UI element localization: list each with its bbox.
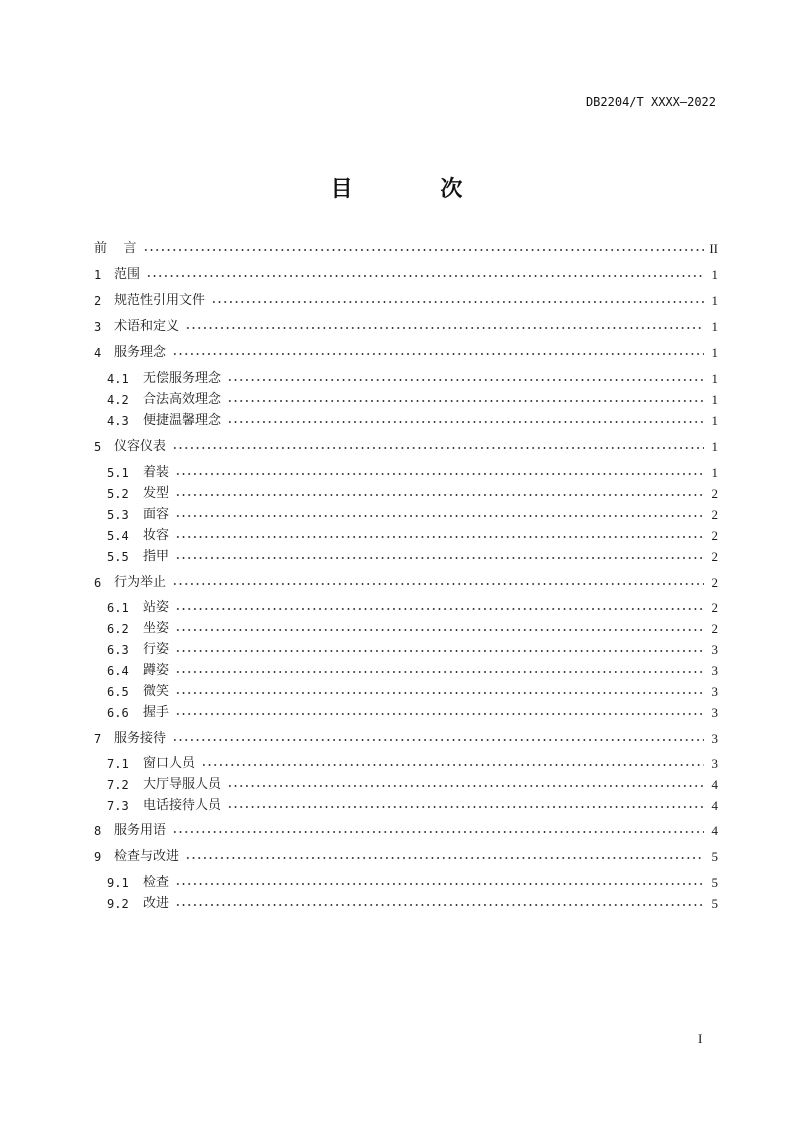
toc-entry-page: 1 — [711, 267, 718, 282]
toc-dot-leader — [227, 417, 704, 427]
toc-entry-page: 4 — [711, 777, 718, 792]
toc-subentry[interactable] — [107, 464, 718, 482]
toc-entry-label: 行为举止 — [114, 575, 167, 590]
toc-entry-label: 面容 — [143, 507, 170, 522]
toc-entry-label: 无偿服务理念 — [143, 371, 222, 386]
toc-entry-number: 6 — [94, 576, 102, 590]
toc-entry[interactable] — [94, 292, 718, 310]
toc-subentry[interactable] — [107, 704, 718, 722]
toc-entry-number: 6.2 — [107, 622, 129, 636]
toc-dot-leader — [227, 802, 704, 812]
toc-entry-page: 5 — [711, 849, 718, 864]
toc-entry-page: 1 — [711, 319, 718, 334]
toc-dot-leader — [146, 271, 704, 281]
toc-entry-number: 2 — [94, 294, 102, 308]
toc-entry-page: 3 — [711, 731, 718, 746]
toc-subentry[interactable] — [107, 370, 718, 388]
toc-dot-leader — [175, 646, 704, 656]
toc-entry-page: 1 — [711, 345, 718, 360]
toc-entry-page: 4 — [711, 823, 718, 838]
toc-dot-leader — [172, 579, 704, 589]
toc-entry-page: 2 — [711, 600, 718, 615]
toc-entry-page: 5 — [711, 875, 718, 890]
toc-entry-label: 前 言 — [94, 241, 137, 256]
toc-subentry[interactable] — [107, 683, 718, 701]
toc-dot-leader — [175, 469, 704, 479]
toc-entry-number: 3 — [94, 320, 102, 334]
toc-entry-number: 9.2 — [107, 897, 129, 911]
toc-dot-leader — [143, 245, 704, 255]
toc-subentry[interactable] — [107, 620, 718, 638]
toc-entry-number: 1 — [94, 268, 102, 282]
toc-entry-label: 微笑 — [143, 684, 170, 699]
toc-subentry[interactable] — [107, 599, 718, 617]
toc-entry-label: 范围 — [114, 267, 141, 282]
toc-entry-number: 5.2 — [107, 487, 129, 501]
toc-entry-label: 合法高效理念 — [143, 392, 222, 407]
toc-entry-number: 7.1 — [107, 757, 129, 771]
toc-entry-number: 7.3 — [107, 799, 129, 813]
toc-entry-number: 6.3 — [107, 643, 129, 657]
toc-entry-label: 便捷温馨理念 — [143, 413, 222, 428]
toc-entry[interactable] — [94, 730, 718, 748]
toc-entry-page: 3 — [711, 663, 718, 678]
toc-entry-page: 2 — [711, 549, 718, 564]
toc-entry[interactable] — [94, 848, 718, 866]
toc-dot-leader — [227, 375, 704, 385]
toc-entry-number: 5.3 — [107, 508, 129, 522]
toc-entry-label: 窗口人员 — [143, 756, 196, 771]
toc-entry-label: 发型 — [143, 486, 170, 501]
toc-entry-page: 1 — [711, 371, 718, 386]
toc-subentry[interactable] — [107, 797, 718, 815]
toc-dot-leader — [227, 781, 704, 791]
toc-subentry[interactable] — [107, 548, 718, 566]
toc-entry-page: 1 — [711, 465, 718, 480]
toc-entry[interactable] — [94, 240, 718, 258]
toc-subentry[interactable] — [107, 895, 718, 913]
toc-dot-leader — [175, 532, 704, 542]
toc-dot-leader — [211, 297, 704, 307]
toc-dot-leader — [175, 879, 704, 889]
toc-entry-page: 1 — [711, 293, 718, 308]
toc-dot-leader — [175, 667, 704, 677]
toc-entry-page: 3 — [711, 705, 718, 720]
toc-entry-label: 电话接待人员 — [143, 798, 222, 813]
toc-entry-number: 7.2 — [107, 778, 129, 792]
toc-entry-label: 改进 — [143, 896, 170, 911]
toc-subentry[interactable] — [107, 662, 718, 680]
toc-dot-leader — [172, 827, 704, 837]
toc-subentry[interactable] — [107, 527, 718, 545]
toc-entry-number: 6.6 — [107, 706, 129, 720]
toc-dot-leader — [175, 709, 704, 719]
toc-subentry[interactable] — [107, 412, 718, 430]
toc-dot-leader — [172, 443, 704, 453]
toc-entry[interactable] — [94, 318, 718, 336]
page-title: 目 次 — [330, 177, 503, 202]
toc-entry-label: 蹲姿 — [143, 663, 170, 678]
toc-entry-page: 4 — [711, 798, 718, 813]
toc-subentry[interactable] — [107, 506, 718, 524]
toc-entry[interactable] — [94, 822, 718, 840]
toc-entry-label: 服务接待 — [114, 731, 167, 746]
toc-entry-label: 检查 — [143, 875, 170, 890]
page-number: I — [698, 1031, 703, 1046]
toc-entry-number: 6.1 — [107, 601, 129, 615]
toc-entry[interactable] — [94, 438, 718, 456]
toc-subentry[interactable] — [107, 485, 718, 503]
toc-entry-label: 行姿 — [143, 642, 170, 657]
toc-entry-number: 6.5 — [107, 685, 129, 699]
toc-entry-number: 4.3 — [107, 414, 129, 428]
toc-subentry[interactable] — [107, 641, 718, 659]
toc-entry-label: 检查与改进 — [114, 849, 180, 864]
toc-entry-number: 9.1 — [107, 876, 129, 890]
toc-entry-page: 2 — [711, 486, 718, 501]
toc-entry-label: 服务理念 — [114, 345, 167, 360]
toc-dot-leader — [175, 604, 704, 614]
toc-entry[interactable] — [94, 266, 718, 284]
toc-entry-page: 3 — [711, 756, 718, 771]
toc-entry-page: II — [709, 241, 718, 256]
toc-entry-number: 4.1 — [107, 372, 129, 386]
standard-code: DB2204/T XXXX—2022 — [585, 95, 716, 109]
toc-dot-leader — [175, 511, 704, 521]
toc-entry-label: 指甲 — [143, 549, 170, 564]
toc-entry-page: 3 — [711, 684, 718, 699]
toc-entry-number: 5.1 — [107, 466, 129, 480]
toc-entry-label: 大厅导服人员 — [143, 777, 222, 792]
toc-dot-leader — [172, 349, 704, 359]
toc-entry-number: 5.4 — [107, 529, 129, 543]
toc-entry-page: 2 — [711, 621, 718, 636]
toc-entry-number: 4.2 — [107, 393, 129, 407]
toc-subentry[interactable] — [107, 776, 718, 794]
toc-dot-leader — [175, 625, 704, 635]
toc-entry-number: 6.4 — [107, 664, 129, 678]
toc-entry-page: 5 — [711, 896, 718, 911]
toc-entry[interactable] — [94, 574, 718, 592]
toc-entry-label: 着装 — [143, 465, 170, 480]
toc-entry[interactable] — [94, 344, 718, 362]
toc-entry-number: 4 — [94, 346, 102, 360]
toc-entry-label: 坐姿 — [143, 621, 170, 636]
toc-subentry[interactable] — [107, 755, 718, 773]
toc-entry-number: 5.5 — [107, 550, 129, 564]
toc-entry-page: 3 — [711, 642, 718, 657]
toc-subentry[interactable] — [107, 874, 718, 892]
toc-entry-number: 9 — [94, 850, 102, 864]
toc-entry-label: 术语和定义 — [114, 319, 180, 334]
toc-entry-number: 8 — [94, 824, 102, 838]
toc-entry-label: 站姿 — [143, 600, 170, 615]
toc-dot-leader — [185, 853, 704, 863]
toc-dot-leader — [175, 900, 704, 910]
toc-entry-label: 仪容仪表 — [114, 439, 167, 454]
toc-dot-leader — [227, 396, 704, 406]
toc-dot-leader — [175, 688, 704, 698]
toc-entry-page: 2 — [711, 528, 718, 543]
toc-dot-leader — [175, 553, 704, 563]
toc-dot-leader — [175, 490, 704, 500]
toc-dot-leader — [185, 323, 704, 333]
toc-entry-page: 2 — [711, 575, 718, 590]
toc-entry-label: 妆容 — [143, 528, 170, 543]
toc-entry-page: 1 — [711, 392, 718, 407]
toc-dot-leader — [201, 760, 704, 770]
toc-entry-label: 规范性引用文件 — [114, 293, 206, 308]
toc-entry-page: 2 — [711, 507, 718, 522]
toc-dot-leader — [172, 735, 704, 745]
toc-entry-page: 1 — [711, 439, 718, 454]
toc-entry-label: 服务用语 — [114, 823, 167, 838]
toc-entry-number: 5 — [94, 440, 102, 454]
toc-entry-number: 7 — [94, 732, 102, 746]
toc-entry-page: 1 — [711, 413, 718, 428]
toc-entry-label: 握手 — [143, 705, 170, 720]
toc-subentry[interactable] — [107, 391, 718, 409]
